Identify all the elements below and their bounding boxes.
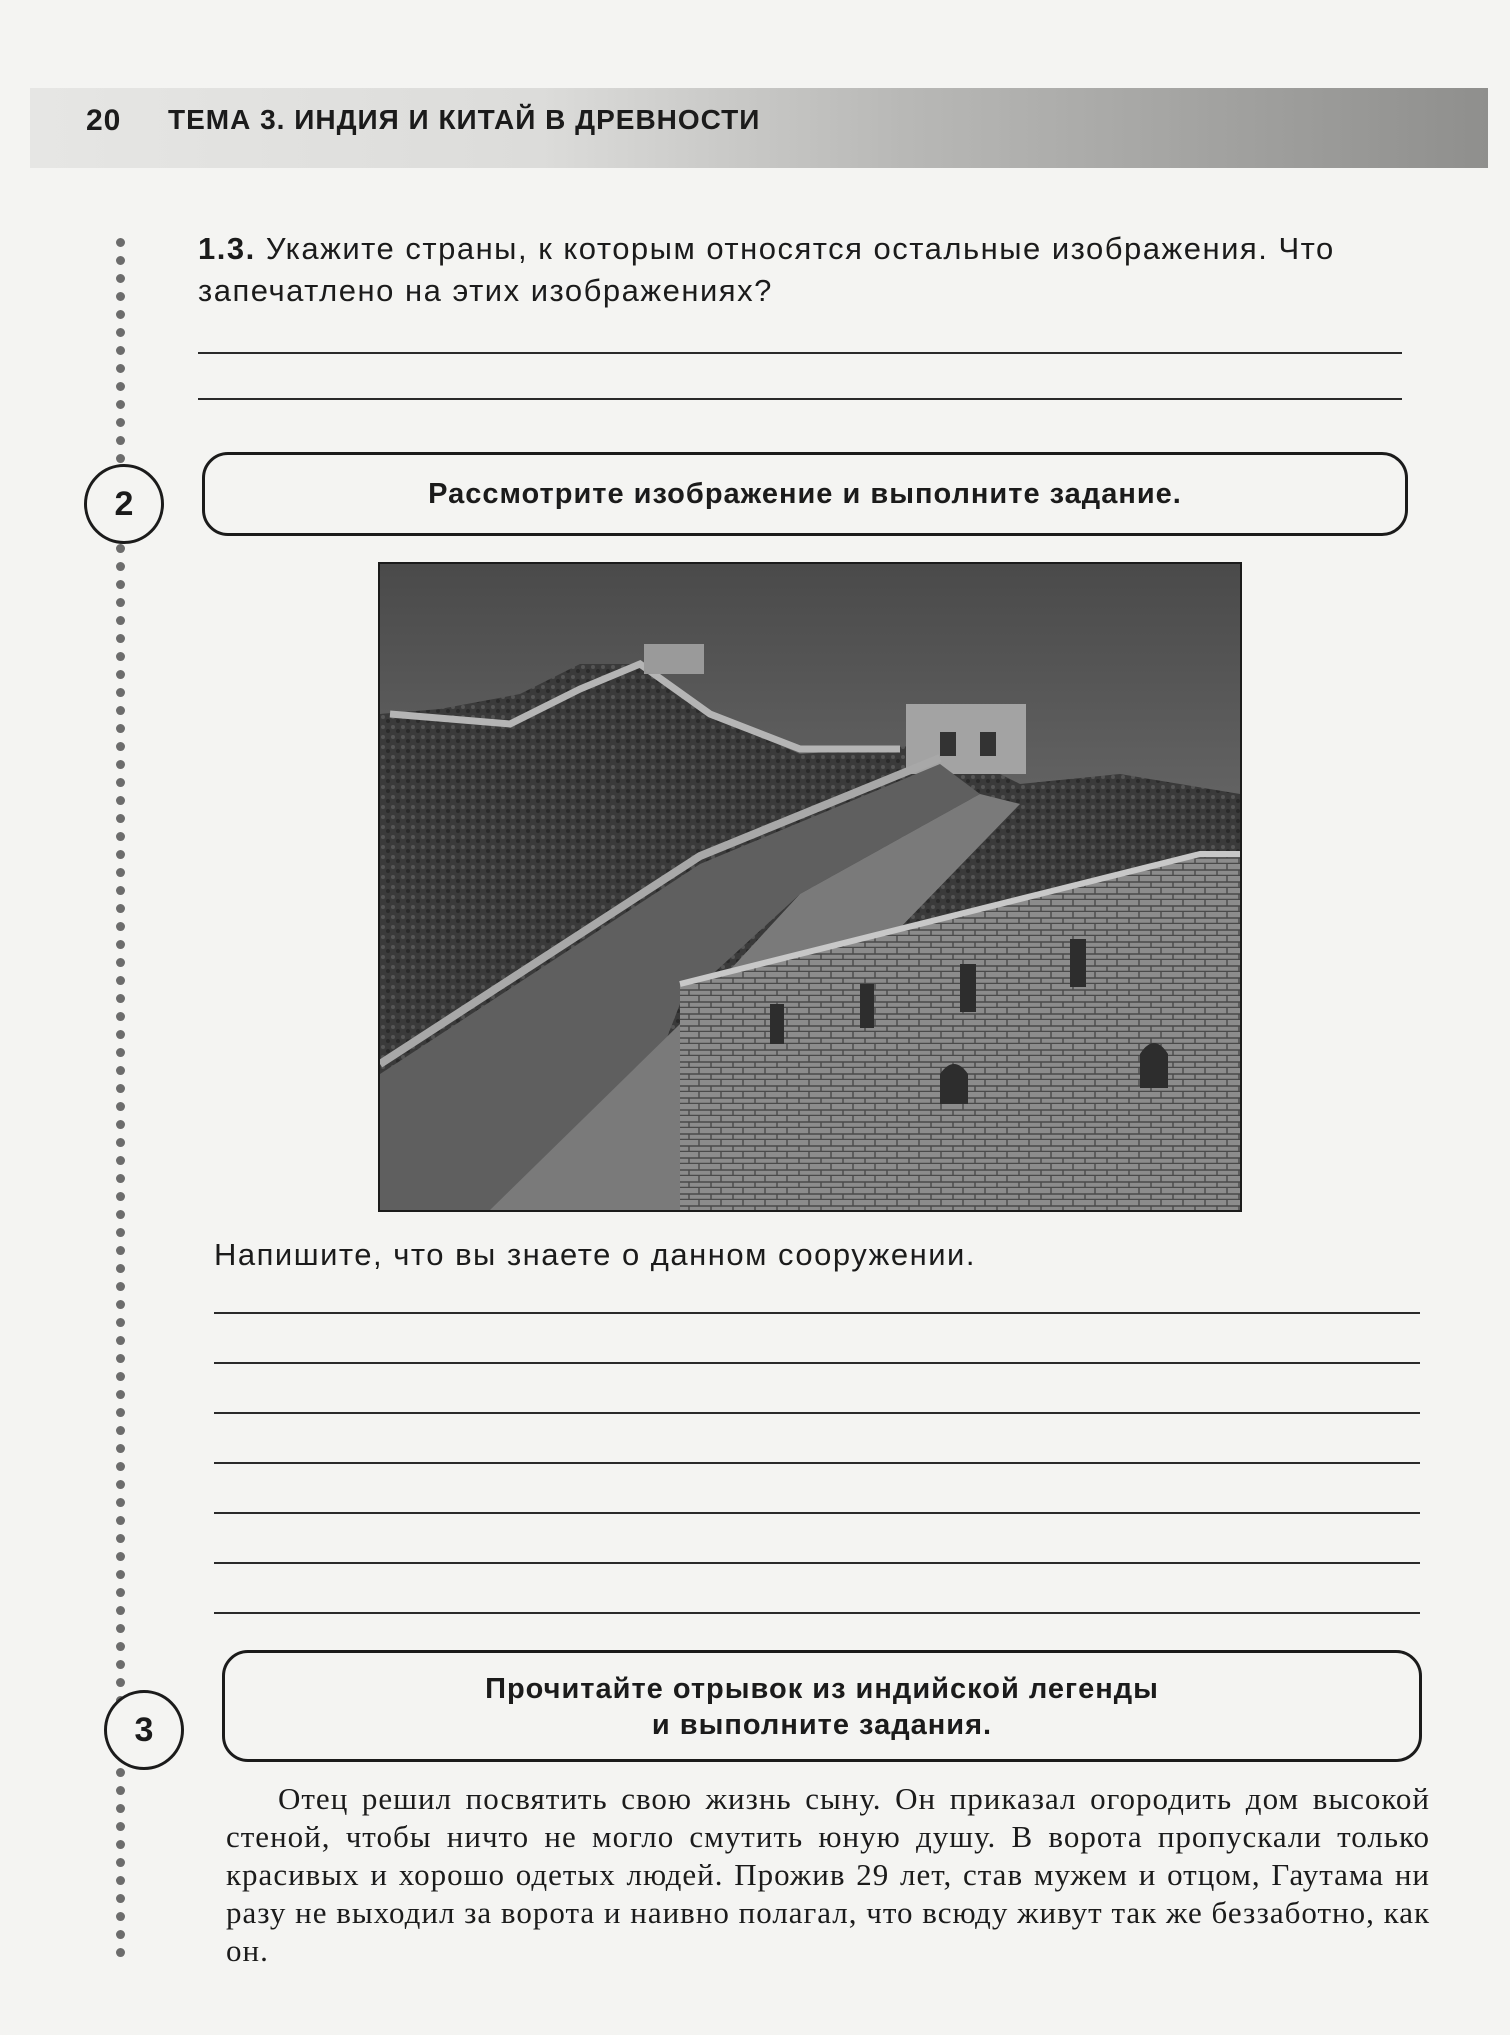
great-wall-image [380, 564, 1240, 1210]
task-3-instruction-banner [222, 1650, 1422, 1762]
answer-line-2-1[interactable] [214, 1312, 1420, 1314]
answer-line-2-6[interactable] [214, 1562, 1420, 1564]
answer-line-2-7[interactable] [214, 1612, 1420, 1614]
task-3-number: 3 [104, 1690, 184, 1770]
great-wall-photo [378, 562, 1242, 1212]
task-2-number: 2 [84, 464, 164, 544]
question-1-3-text: Укажите страны, к которым относятся остальные изображения. Что запечатлено на этих изображениях? [198, 231, 1335, 308]
answer-line-1-3-a[interactable] [198, 352, 1402, 354]
task-3-instruction-line-1: Прочитайте отрывок из индийской легенды [485, 1673, 1159, 1705]
answer-line-2-4[interactable] [214, 1462, 1420, 1464]
task-2-instruction: Рассмотрите изображение и выполните задание. [428, 478, 1182, 510]
question-1-3-number: 1.3. [198, 231, 256, 266]
answer-line-2-2[interactable] [214, 1362, 1420, 1364]
question-1-3 [198, 228, 1402, 312]
task-2-instruction-banner [202, 452, 1408, 536]
task-2-prompt: Напишите, что вы знаете о данном сооружении. [214, 1237, 976, 1272]
answer-line-2-5[interactable] [214, 1512, 1420, 1514]
indian-legend-excerpt: Отец решил посвятить свою жизнь сыну. Он приказал огородить дом высокой стеной, чтобы ничто не могло смутить юную душу. В ворота пропускали только красивых и хорошо одетых людей. Прожив 29 лет, став мужем и отцом, Гаутама ни разу не выходил за ворота и наивно полагал, что всюду живут так же беззаботно, как он. [226, 1781, 1431, 1968]
answer-line-2-3[interactable] [214, 1412, 1420, 1414]
page-header [30, 88, 1488, 168]
task-3-instruction-line-2: и выполните задания. [651, 1709, 993, 1741]
page-number: 20 [86, 104, 122, 137]
page-theme-title: ТЕМА 3. ИНДИЯ И КИТАЙ В ДРЕВНОСТИ [168, 104, 761, 135]
answer-line-1-3-b[interactable] [198, 398, 1402, 400]
